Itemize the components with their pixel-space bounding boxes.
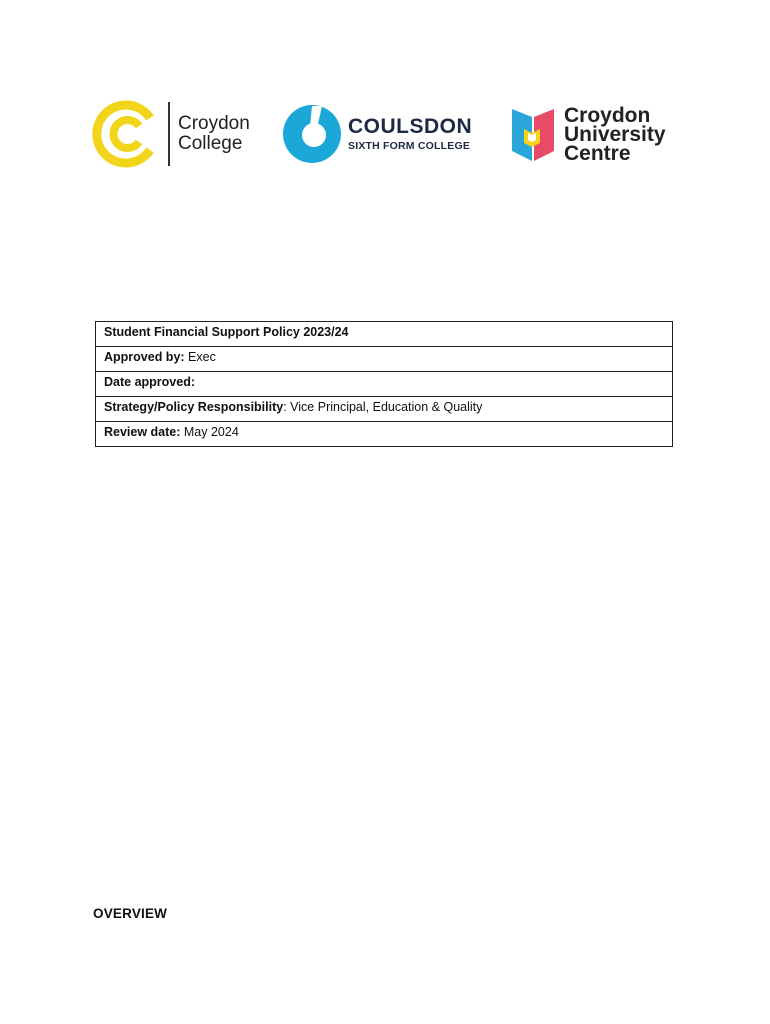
croydon-university-centre-wordmark [564, 103, 666, 165]
overview-heading: OVERVIEW [93, 906, 168, 921]
approved-by-label: Approved by: [104, 350, 185, 364]
coulsdon-title: COULSDON [348, 115, 473, 138]
book-shield-icon [510, 105, 556, 163]
review-date-cell [96, 422, 673, 447]
table-row [96, 397, 673, 422]
logo-row [92, 96, 682, 176]
coulsdon-ring-icon [282, 104, 342, 164]
table-row [96, 422, 673, 447]
responsibility-label: Strategy/Policy Responsibility [104, 400, 284, 414]
date-approved-label: Date approved: [104, 375, 195, 389]
coulsdon-wordmark [348, 116, 472, 152]
croydon-college-line1: Croydon [178, 113, 250, 134]
coulsdon-subtitle: SIXTH FORM COLLEGE [348, 140, 471, 152]
approved-by-cell [96, 347, 673, 372]
approved-by-value: Exec [184, 350, 216, 364]
coulsdon-logo [282, 96, 487, 172]
croydon-college-logo [92, 96, 267, 172]
table-row [96, 347, 673, 372]
table-row [96, 322, 673, 347]
policy-title: Student Financial Support Policy 2023/24 [104, 325, 349, 339]
responsibility-cell [96, 397, 673, 422]
croydon-college-line2: College [178, 133, 243, 154]
cuc-line3: Centre [564, 141, 631, 165]
croydon-college-wordmark [178, 114, 250, 154]
cuc-line1: Croydon [564, 103, 651, 127]
review-date-label: Review date: [104, 425, 181, 439]
policy-info-table [95, 321, 673, 447]
review-date-value: May 2024 [180, 425, 239, 439]
responsibility-value: : Vice Principal, Education & Quality [283, 400, 483, 414]
croydon-university-centre-logo [510, 96, 680, 172]
cuc-line2: University [564, 122, 666, 146]
croydon-college-c-icon [92, 100, 160, 168]
policy-title-cell [96, 322, 673, 347]
table-row [96, 372, 673, 397]
date-approved-cell [96, 372, 673, 397]
logo-divider [168, 102, 170, 166]
